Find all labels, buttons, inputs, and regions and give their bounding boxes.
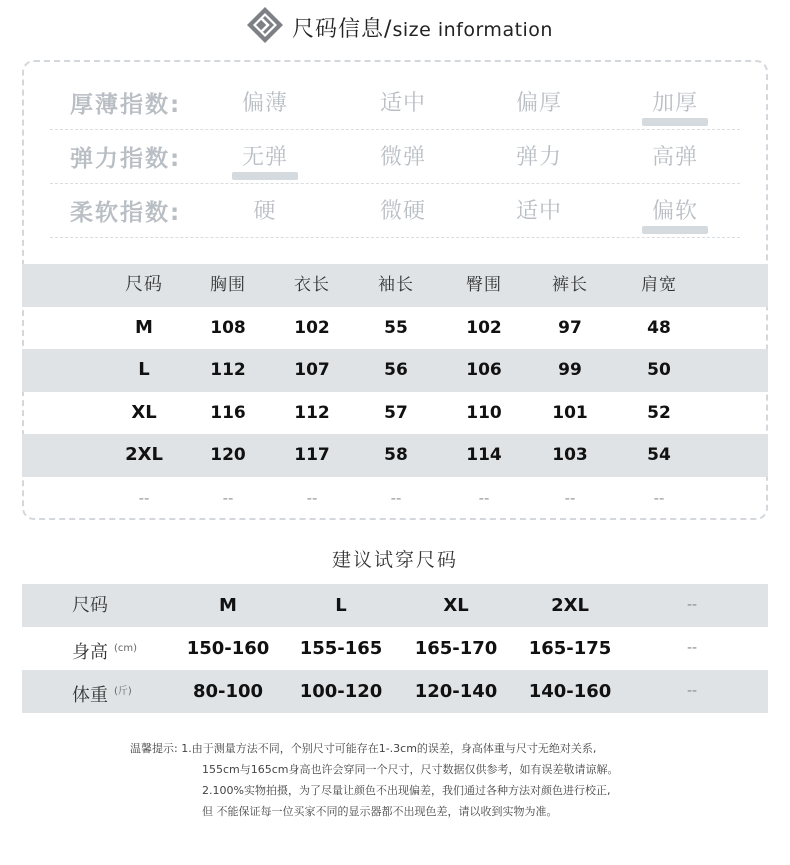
size-cell: XL — [131, 401, 157, 423]
measure-cell: 55 — [384, 317, 408, 338]
index-option: 微弹 — [379, 145, 426, 170]
fabric-index-row — [0, 74, 790, 130]
note-line: 155cm与165cm身高也许会穿同一个尺寸，尺寸数据仅供参考，如有误差敬请谅解。 — [202, 763, 619, 776]
measure-cell: 52 — [647, 402, 671, 423]
measure-cell: 102 — [294, 317, 330, 338]
index-option: 适中 — [515, 199, 562, 224]
measure-cell: 裤长 — [552, 275, 588, 295]
recommend-cell: XL — [443, 595, 469, 616]
measure-cell: 48 — [647, 317, 671, 338]
index-option: 硬 — [253, 199, 277, 224]
recommend-cell: -- — [686, 597, 698, 613]
selected-indicator — [642, 118, 708, 126]
measure-cell: 胸围 — [210, 275, 246, 295]
index-label: 弹力指数: — [70, 146, 182, 172]
index-option: 偏软 — [651, 199, 698, 224]
measure-cell: -- — [390, 488, 402, 507]
note-line: 2.100%实物拍摄，为了尽量让颜色不出现偏差，我们通过各种方法对颜色进行校正, — [202, 784, 611, 797]
measure-cell: -- — [222, 488, 234, 507]
recommend-cell: -- — [686, 640, 698, 656]
measure-cell: 110 — [466, 402, 502, 423]
measure-cell: 107 — [294, 360, 330, 380]
recommend-row — [22, 627, 768, 670]
size-cell: 2XL — [125, 444, 163, 465]
size-cell: -- — [138, 488, 150, 507]
measure-cell: 57 — [384, 402, 408, 423]
recommend-table — [22, 584, 768, 713]
recommend-cell: L — [335, 595, 347, 616]
measure-cell: 116 — [210, 402, 246, 423]
recommend-label — [72, 670, 132, 713]
recommend-unit: (cm) — [114, 643, 138, 654]
recommend-cell: 165-170 — [414, 638, 498, 659]
index-option: 偏薄 — [241, 91, 288, 116]
size-cell: M — [135, 316, 153, 338]
recommend-unit: (斤) — [114, 686, 132, 697]
page-title — [292, 12, 553, 43]
recommend-cell: 165-175 — [528, 638, 612, 659]
measure-cell: -- — [653, 488, 665, 507]
index-label: 柔软指数: — [70, 200, 182, 226]
title-cn: 尺码信息 — [292, 17, 385, 42]
recommend-row — [22, 584, 768, 627]
size-cell: L — [138, 359, 150, 380]
recommend-cell: 100-120 — [299, 681, 383, 702]
table-header-row — [22, 264, 768, 307]
measure-cell: 114 — [466, 445, 502, 465]
note-line: 温馨提示: 1.由于测量方法不同，个别尺寸可能存在1-.3cm的误差，身高体重与尺寸无绝对关系, — [130, 742, 597, 755]
measure-cell: -- — [306, 488, 318, 507]
recommend-cell: 120-140 — [414, 681, 498, 702]
index-option: 无弹 — [241, 145, 288, 170]
index-option: 偏厚 — [515, 91, 562, 116]
recommend-cell: 80-100 — [192, 681, 264, 702]
recommend-label-text: 尺码 — [72, 595, 108, 616]
fabric-index-row — [0, 182, 790, 238]
page-header — [0, 6, 790, 48]
selected-indicator — [642, 226, 708, 234]
table-row — [22, 434, 768, 477]
measure-cell: 衣长 — [294, 275, 330, 295]
recommend-cell: -- — [686, 683, 698, 699]
measure-cell: -- — [564, 488, 576, 507]
index-option: 适中 — [379, 91, 426, 116]
table-row — [22, 477, 768, 520]
recommend-label-text: 身高 — [72, 642, 108, 663]
index-option: 加厚 — [651, 91, 698, 116]
recommend-label — [72, 627, 137, 670]
chevron-right-diamond-icon — [246, 6, 284, 44]
measure-cell: 99 — [558, 360, 582, 380]
fabric-index-row — [0, 128, 790, 184]
title-en: size information — [392, 19, 553, 41]
title-separator: / — [384, 17, 393, 42]
measure-cell: -- — [478, 488, 490, 507]
measure-cell: 54 — [647, 445, 671, 465]
measure-cell: 50 — [647, 360, 671, 380]
measure-cell: 58 — [384, 445, 408, 465]
notes-block — [130, 738, 730, 822]
size-table — [22, 264, 768, 519]
measure-cell: 97 — [558, 317, 582, 338]
index-option: 高弹 — [651, 145, 698, 170]
measure-cell: 101 — [552, 402, 588, 423]
size-cell: 尺码 — [125, 274, 163, 295]
measure-cell: 102 — [466, 317, 502, 338]
measure-cell: 103 — [552, 445, 588, 465]
index-option: 弹力 — [515, 145, 562, 170]
recommend-cell: 155-165 — [299, 638, 383, 659]
table-row — [22, 392, 768, 435]
measure-cell: 108 — [210, 317, 246, 338]
recommend-cell: 150-160 — [186, 638, 270, 659]
measure-cell: 112 — [210, 360, 246, 380]
measure-cell: 肩宽 — [641, 275, 677, 295]
recommend-row — [22, 670, 768, 713]
measure-cell: 56 — [384, 360, 408, 380]
index-label: 厚薄指数: — [70, 92, 182, 118]
table-row — [22, 349, 768, 392]
note-line: 但 不能保证每一位买家不同的显示器都不出现色差，请以收到实物为准。 — [202, 805, 558, 818]
measure-cell: 106 — [466, 360, 502, 380]
recommend-title: 建议试穿尺码 — [331, 549, 458, 571]
measure-cell: 臀围 — [466, 275, 502, 295]
measure-cell: 120 — [210, 445, 246, 465]
measure-cell: 117 — [294, 445, 330, 465]
table-row — [22, 307, 768, 350]
measure-cell: 112 — [294, 402, 330, 423]
recommend-cell: M — [219, 595, 237, 616]
recommend-label — [72, 584, 108, 627]
recommend-cell: 2XL — [551, 595, 589, 616]
measure-cell: 袖长 — [378, 275, 414, 295]
row-divider — [50, 237, 740, 238]
recommend-label-text: 体重 — [72, 685, 108, 706]
recommend-cell: 140-160 — [528, 681, 612, 702]
selected-indicator — [232, 172, 298, 180]
index-option: 微硬 — [379, 199, 426, 224]
